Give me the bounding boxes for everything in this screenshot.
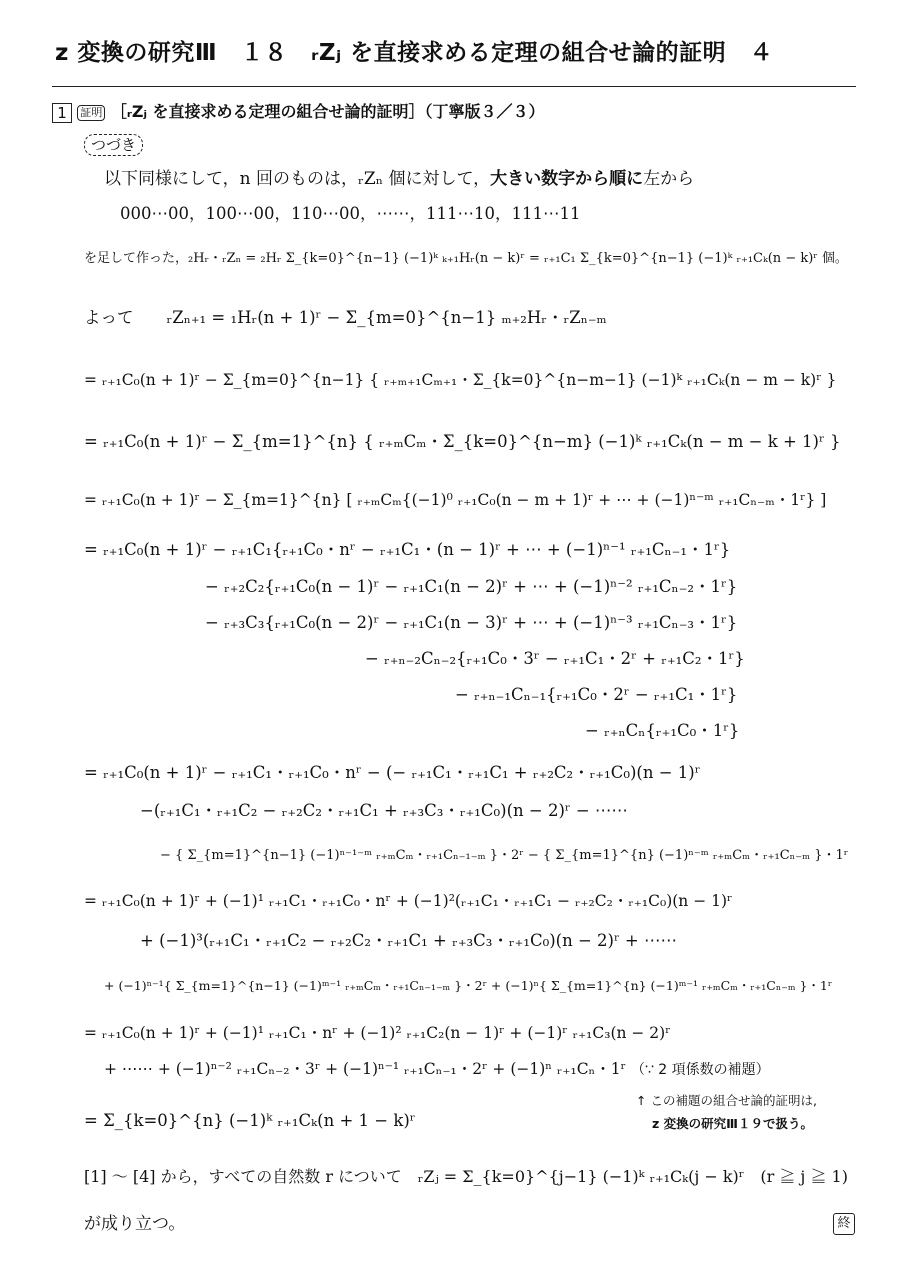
continued-label: つづき: [84, 134, 143, 156]
binary-sequence: 000⋯00，100⋯00，110⋯00，⋯⋯，111⋯10，111⋯11: [120, 204, 581, 223]
equation-l6: = ᵣ₊₁C₀(n + 1)ʳ − Σ_{m=1}^{n} { ᵣ₊ₘCₘ・Σ_{k=0}^{n−m} (−1)ᵏ ᵣ₊₁Cₖ(n − m − k + 1)ʳ }: [84, 432, 841, 451]
lemma-note-1: ↑ この補題の組合せ論的証明は,: [636, 1093, 817, 1108]
lemma-note-2: z 変換の研究Ⅲ１９で扱う。: [652, 1116, 813, 1131]
page-title: z 変換の研究Ⅲ １８ ᵣZⱼ を直接求める定理の組合せ論的証明 ４: [55, 40, 774, 66]
equation-l14: = ᵣ₊₁C₀(n + 1)ʳ − ᵣ₊₁C₁・ᵣ₊₁C₀・nʳ − (− ᵣ₊₁C₁・ᵣ₊₁C₁ + ᵣ₊₂C₂・ᵣ₊₁C₀)(n − 1)ʳ: [84, 763, 701, 782]
equation-l17: = ᵣ₊₁C₀(n + 1)ʳ + (−1)¹ ᵣ₊₁C₁・ᵣ₊₁C₀・nʳ + (−1)²(ᵣ₊₁C₁・ᵣ₊₁C₁ − ᵣ₊₂C₂・ᵣ₊₁C₀)(n − 1)ʳ: [84, 892, 733, 910]
equation-l19: + (−1)ⁿ⁻¹{ Σ_{m=1}^{n−1} (−1)ᵐ⁻¹ ᵣ₊ₘCₘ・ᵣ₊₁Cₙ₋₁₋ₘ }・2ʳ + (−1)ⁿ{ Σ_{m=1}^{n} (−1)ᵐ⁻¹ ᵣ₊ₘCₘ・ᵣ₊₁Cₙ₋ₘ }・1ʳ: [104, 978, 833, 993]
lemma-reference: （∵ 2 項係数の補題）: [630, 1062, 770, 1078]
equation-l15: −(ᵣ₊₁C₁・ᵣ₊₁C₂ − ᵣ₊₂C₂・ᵣ₊₁C₁ + ᵣ₊₃C₃・ᵣ₊₁C₀)(n − 2)ʳ − ⋯⋯: [140, 801, 628, 820]
equation-l21: [104, 1058, 770, 1081]
equation-l13: − ᵣ₊ₙCₙ{ᵣ₊₁C₀・1ʳ}: [585, 721, 740, 740]
equation-l4: よって ᵣZₙ₊₁ = ₁Hᵣ(n + 1)ʳ − Σ_{m=0}^{n−1} ₘ₊₂Hᵣ・ᵣZₙ₋ₘ: [84, 308, 607, 327]
problem-header: [52, 101, 545, 123]
equation-l8: = ᵣ₊₁C₀(n + 1)ʳ − ᵣ₊₁C₁{ᵣ₊₁C₀・nʳ − ᵣ₊₁C₁・(n − 1)ʳ + ⋯ + (−1)ⁿ⁻¹ ᵣ₊₁Cₙ₋₁・1ʳ}: [84, 540, 731, 559]
equation-l11: − ᵣ₊ₙ₋₂Cₙ₋₂{ᵣ₊₁C₀・3ʳ − ᵣ₊₁C₁・2ʳ + ᵣ₊₁C₂・1ʳ}: [365, 649, 745, 668]
end-mark: 終: [833, 1213, 855, 1235]
title-rule: [52, 86, 856, 87]
equation-l16: − { Σ_{m=1}^{n−1} (−1)ⁿ⁻¹⁻ᵐ ᵣ₊ₘCₘ・ᵣ₊₁Cₙ₋₁₋ₘ }・2ʳ − { Σ_{m=1}^{n} (−1)ⁿ⁻ᵐ ᵣ₊ₘCₘ・ᵣ₊₁Cₙ₋ₘ }・1ʳ: [160, 848, 849, 863]
text-line-1: [104, 168, 694, 190]
continued-label-row: [84, 134, 143, 156]
text-line-1c: 左から: [643, 169, 695, 189]
equation-l7: = ᵣ₊₁C₀(n + 1)ʳ − Σ_{m=1}^{n} [ ᵣ₊ₘCₘ{(−1)⁰ ᵣ₊₁C₀(n − m + 1)ʳ + ⋯ + (−1)ⁿ⁻ᵐ ᵣ₊₁Cₙ₋ₘ・1ʳ} ]: [84, 491, 827, 509]
equation-l9: − ᵣ₊₂C₂{ᵣ₊₁C₀(n − 1)ʳ − ᵣ₊₁C₁(n − 2)ʳ + ⋯ + (−1)ⁿ⁻² ᵣ₊₁Cₙ₋₂・1ʳ}: [205, 577, 738, 596]
equation-l5: = ᵣ₊₁C₀(n + 1)ʳ − Σ_{m=0}^{n−1} { ᵣ₊ₘ₊₁Cₘ₊₁・Σ_{k=0}^{n−m−1} (−1)ᵏ ᵣ₊₁Cₖ(n − m − k)ʳ }: [84, 371, 837, 389]
text-line-1b: 大きい数字から順に: [490, 169, 644, 189]
conclusion-end: が成り立つ。: [84, 1214, 186, 1234]
problem-number: 1: [52, 103, 72, 123]
equation-l3: を足して作った，₂Hᵣ・ᵣZₙ = ₂Hᵣ Σ_{k=0}^{n−1} (−1)ᵏ ₖ₊₁Hᵣ(n − k)ʳ = ᵣ₊₁C₁ Σ_{k=0}^{n−1} (−1)ᵏ ᵣ₊₁Cₖ(n − k)ʳ 個。: [84, 251, 848, 266]
equation-l20: = ᵣ₊₁C₀(n + 1)ʳ + (−1)¹ ᵣ₊₁C₁・nʳ + (−1)² ᵣ₊₁C₂(n − 1)ʳ + (−1)ʳ ᵣ₊₁C₃(n − 2)ʳ: [84, 1024, 671, 1042]
conclusion-line: [1] 〜 [4] から，すべての自然数 r について ᵣZⱼ = Σ_{k=0}^{j−1} (−1)ᵏ ᵣ₊₁Cₖ(j − k)ʳ (r ≧ j ≧ 1): [84, 1167, 848, 1186]
text-line-1a: 以下同様にして，n 回のものは，ᵣZₙ 個に対して，: [104, 169, 491, 189]
proof-badge: 証明: [77, 105, 105, 121]
proof-heading: ［ᵣZⱼ を直接求める定理の組合せ論的証明］（丁寧版３／３）: [110, 102, 545, 121]
equation-l22: = Σ_{k=0}^{n} (−1)ᵏ ᵣ₊₁Cₖ(n + 1 − k)ʳ: [84, 1111, 416, 1130]
equation-l10: − ᵣ₊₃C₃{ᵣ₊₁C₀(n − 2)ʳ − ᵣ₊₁C₁(n − 3)ʳ + ⋯ + (−1)ⁿ⁻³ ᵣ₊₁Cₙ₋₃・1ʳ}: [205, 613, 738, 632]
equation-l12: − ᵣ₊ₙ₋₁Cₙ₋₁{ᵣ₊₁C₀・2ʳ − ᵣ₊₁C₁・1ʳ}: [455, 685, 738, 704]
equation-l18: + (−1)³(ᵣ₊₁C₁・ᵣ₊₁C₂ − ᵣ₊₂C₂・ᵣ₊₁C₁ + ᵣ₊₃C₃・ᵣ₊₁C₀)(n − 2)ʳ + ⋯⋯: [140, 931, 677, 950]
equation-l21-body: + ⋯⋯ + (−1)ⁿ⁻² ᵣ₊₁Cₙ₋₂・3ʳ + (−1)ⁿ⁻¹ ᵣ₊₁Cₙ₋₁・2ʳ + (−1)ⁿ ᵣ₊₁Cₙ・1ʳ: [104, 1060, 626, 1078]
